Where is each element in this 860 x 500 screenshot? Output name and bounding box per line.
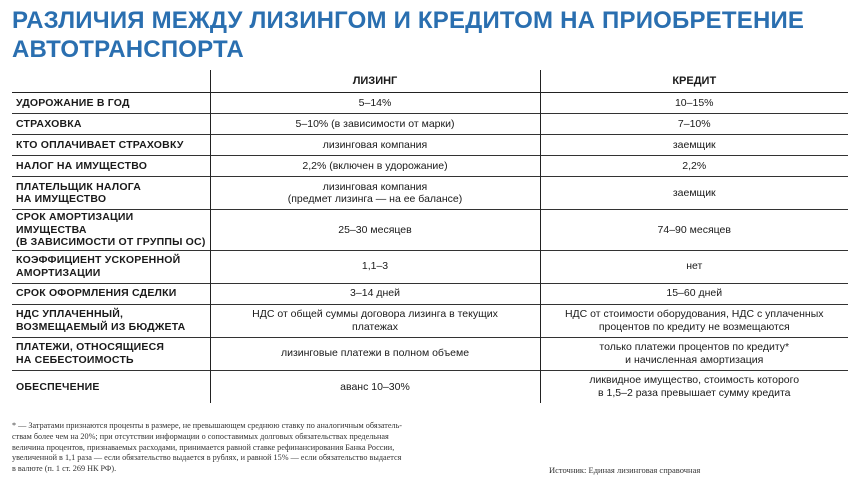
table-header-row bbox=[12, 70, 848, 93]
leasing-value: лизинговая компания (предмет лизинга — на ее балансе) bbox=[210, 177, 540, 210]
header-credit: КРЕДИТ bbox=[540, 70, 848, 93]
row-label: ПЛАТЕЛЬЩИК НАЛОГА НА ИМУЩЕСТВО bbox=[12, 177, 210, 210]
footnote: * — Затратами признаются проценты в размере, не превышающем среднюю ставку по аналогичным обязатель- ствам более чем на 20%; при отсутствии информации о сопоставимых долговых обязательствах предельная величина процентов, признаваемых расходами, принимается равной ставке рефинансирования Банка России, увеличенной в 1,1 раза — если обязательство выдается в рублях, и равной 15% — если обязательство выдается в валюте (п. 1 ст. 269 НК РФ). bbox=[12, 421, 403, 474]
credit-value: заемщик bbox=[540, 177, 848, 210]
table-row bbox=[12, 93, 848, 114]
credit-value: только платежи процентов по кредиту* и начисленная амортизация bbox=[540, 337, 848, 370]
row-label: ОБЕСПЕЧЕНИЕ bbox=[12, 370, 210, 403]
credit-value: 10–15% bbox=[540, 93, 848, 114]
page-title-line-2: АВТОТРАНСПОРТА bbox=[12, 36, 244, 63]
row-label: ПЛАТЕЖИ, ОТНОСЯЩИЕСЯ НА СЕБЕСТОИМОСТЬ bbox=[12, 337, 210, 370]
table-row bbox=[12, 135, 848, 156]
leasing-value: 5–10% (в зависимости от марки) bbox=[210, 114, 540, 135]
row-label: КТО ОПЛАЧИВАЕТ СТРАХОВКУ bbox=[12, 135, 210, 156]
row-label: НАЛОГ НА ИМУЩЕСТВО bbox=[12, 156, 210, 177]
leasing-value: НДС от общей суммы договора лизинга в текущих платежах bbox=[210, 304, 540, 337]
page-title-line-1: РАЗЛИЧИЯ МЕЖДУ ЛИЗИНГОМ И КРЕДИТОМ НА ПРИОБРЕТЕНИЕ bbox=[12, 7, 805, 34]
header-leasing: ЛИЗИНГ bbox=[210, 70, 540, 93]
page-title bbox=[12, 6, 852, 64]
table-row bbox=[12, 250, 848, 283]
leasing-value: 5–14% bbox=[210, 93, 540, 114]
leasing-value: аванс 10–30% bbox=[210, 370, 540, 403]
leasing-value: лизинговая компания bbox=[210, 135, 540, 156]
credit-value: заемщик bbox=[540, 135, 848, 156]
table-row bbox=[12, 304, 848, 337]
row-label: НДС УПЛАЧЕННЫЙ, ВОЗМЕЩАЕМЫЙ ИЗ БЮДЖЕТА bbox=[12, 304, 210, 337]
credit-value: 15–60 дней bbox=[540, 283, 848, 304]
credit-value: НДС от стоимости оборудования, НДС с уплаченных процентов по кредиту не возмещаются bbox=[540, 304, 848, 337]
comparison-table bbox=[12, 70, 848, 403]
row-label: КОЭФФИЦИЕНТ УСКОРЕННОЙ АМОРТИЗАЦИИ bbox=[12, 250, 210, 283]
source-note: Источник: Единая лизинговая справочная bbox=[549, 465, 701, 475]
table-row bbox=[12, 337, 848, 370]
table-row bbox=[12, 177, 848, 210]
credit-value: 7–10% bbox=[540, 114, 848, 135]
leasing-value: 3–14 дней bbox=[210, 283, 540, 304]
row-label: УДОРОЖАНИЕ В ГОД bbox=[16, 96, 130, 109]
credit-value: нет bbox=[540, 250, 848, 283]
leasing-value: 1,1–3 bbox=[210, 250, 540, 283]
credit-value: ликвидное имущество, стоимость которого в 1,5–2 раза превышает сумму кредита bbox=[540, 370, 848, 403]
table-row bbox=[12, 370, 848, 403]
row-label: СТРАХОВКА bbox=[12, 114, 210, 135]
credit-value: 2,2% bbox=[540, 156, 848, 177]
row-label: СРОК ОФОРМЛЕНИЯ СДЕЛКИ bbox=[12, 283, 210, 304]
credit-value: 74–90 месяцев bbox=[540, 210, 848, 251]
table-row bbox=[12, 156, 848, 177]
row-label: СРОК АМОРТИЗАЦИИ ИМУЩЕСТВА (В ЗАВИСИМОСТИ ОТ ГРУППЫ ОС) bbox=[12, 210, 210, 251]
table-row bbox=[12, 283, 848, 304]
leasing-value: 2,2% (включен в удорожание) bbox=[210, 156, 540, 177]
header-label-column bbox=[12, 70, 210, 93]
leasing-value: лизинговые платежи в полном объеме bbox=[210, 337, 540, 370]
leasing-value: 25–30 месяцев bbox=[210, 210, 540, 251]
table-row bbox=[12, 210, 848, 251]
table-row bbox=[12, 114, 848, 135]
